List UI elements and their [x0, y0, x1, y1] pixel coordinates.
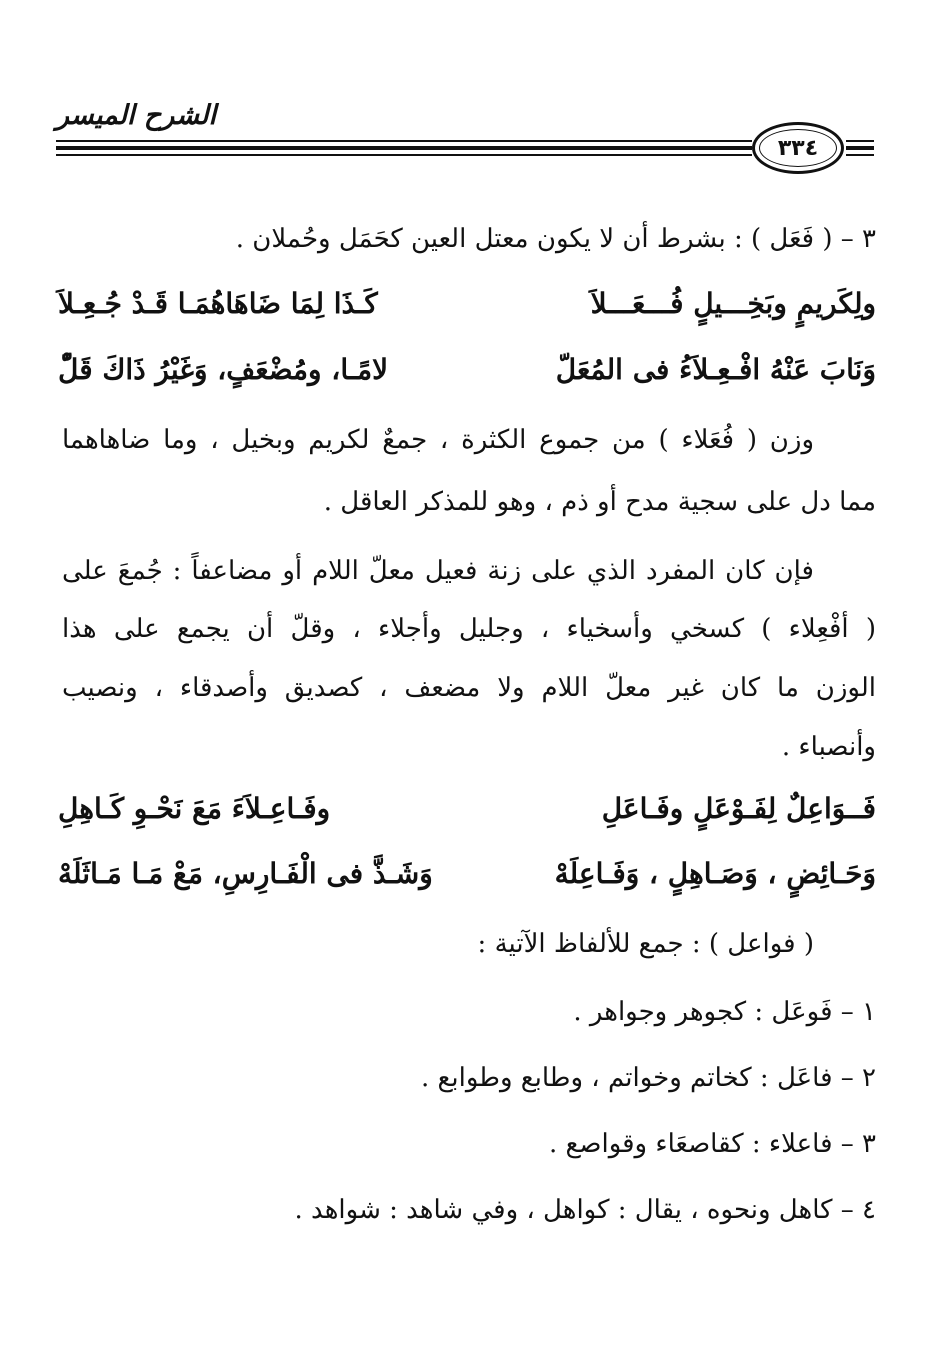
verse-3-second-hemistich: وفَـاعِـلاَءَ مَعَ نَحْـوِ كَـاهِلِ — [58, 792, 331, 825]
para-1-line-1: وزن ( فُعَلاء ) من جموع الكثرة ، جمعٌ لكريم وبخيل ، وما ضاهاهما — [62, 425, 814, 455]
list-item-4: ٤ – كاهل ونحوه ، يقال : كواهل ، وفي شاهد : شواهد . — [294, 1195, 876, 1225]
verse-1-first-hemistich: ولِكَريمٍ وبَخِـــيلٍ فُـــعَـــلاَ — [590, 287, 876, 320]
header-rule-bottom — [56, 154, 752, 156]
para-1-line-2: مما دل على سجية مدح أو ذم ، وهو للمذكر العاقل . — [323, 487, 876, 517]
verse-3 — [58, 787, 876, 831]
header-rule-right-bottom — [846, 154, 874, 156]
verse-4-second-hemistich: وَشَـذَّ فى الْفَـارِسِ، مَعْ مَـا مَـاثَلَهْ — [58, 857, 433, 890]
para-2-line-3: الوزن ما كان غير معلّ اللام ولا مضعف ، كصديق وأصدقاء ، ونصيب — [62, 673, 876, 703]
para-2-line-1: فإن كان المفرد الذي على زنة فعيل معلّ اللام أو مضاعفاً : جُمعَ على — [62, 556, 814, 586]
verse-1 — [58, 282, 876, 326]
verse-1-second-hemistich: كَـذَا لِمَا ضَاهَاهُمَـا قَـدْ جُـعِـلاَ — [58, 287, 378, 320]
para-2-line-2: ( أفْعِلاء ) كسخي وأسخياء ، وجليل وأجلاء ، وقلّ أن يجمع على هذا — [62, 614, 876, 644]
verse-2-first-hemistich: وَنَابَ عَنْهُ افْـعِـلاَءُ فى المُعَلّ — [555, 353, 876, 386]
page-number: ٣٣٤ — [777, 135, 819, 161]
header-rule-right-top — [846, 140, 874, 142]
running-title: الشرح الميسر — [56, 100, 217, 131]
list-item-3: ٣ – فاعلاء : كقاصعَاء وقواصع . — [549, 1129, 876, 1159]
list-item-1: ١ – فَوعَل : كجوهر وجواهر . — [573, 997, 876, 1027]
verse-3-first-hemistich: فَــوَاعِلٌ لِفَـوْعَلٍ وفَـاعَلِ — [601, 792, 876, 825]
verse-4 — [58, 852, 876, 896]
header-rule-top — [56, 140, 752, 142]
header-rule-middle — [56, 146, 752, 150]
list-item-2: ٢ – فاعَل : كخاتم وخواتم ، وطابع وطوابع . — [421, 1063, 876, 1093]
page-number-badge — [752, 122, 844, 174]
header-rule-right-middle — [846, 146, 874, 150]
verse-2-second-hemistich: لامًـا، ومُضْعَفٍ، وَغَيْرُ ذَاكَ قَلّْ — [58, 353, 389, 386]
body-line-1: ٣ – ( فَعَل ) : بشرط أن لا يكون معتل العين كحَمَل وحُملان . — [235, 224, 876, 254]
verse-4-first-hemistich: وَحَـائِضٍ ، وَصَـاهِلٍ ، وَفَـاعِلَهْ — [554, 857, 876, 890]
para-2-line-4: وأنصباء . — [781, 732, 876, 762]
verse-2 — [58, 348, 876, 392]
para-3-intro: ( فواعل ) : جمع للألفاظ الآتية : — [477, 929, 814, 959]
